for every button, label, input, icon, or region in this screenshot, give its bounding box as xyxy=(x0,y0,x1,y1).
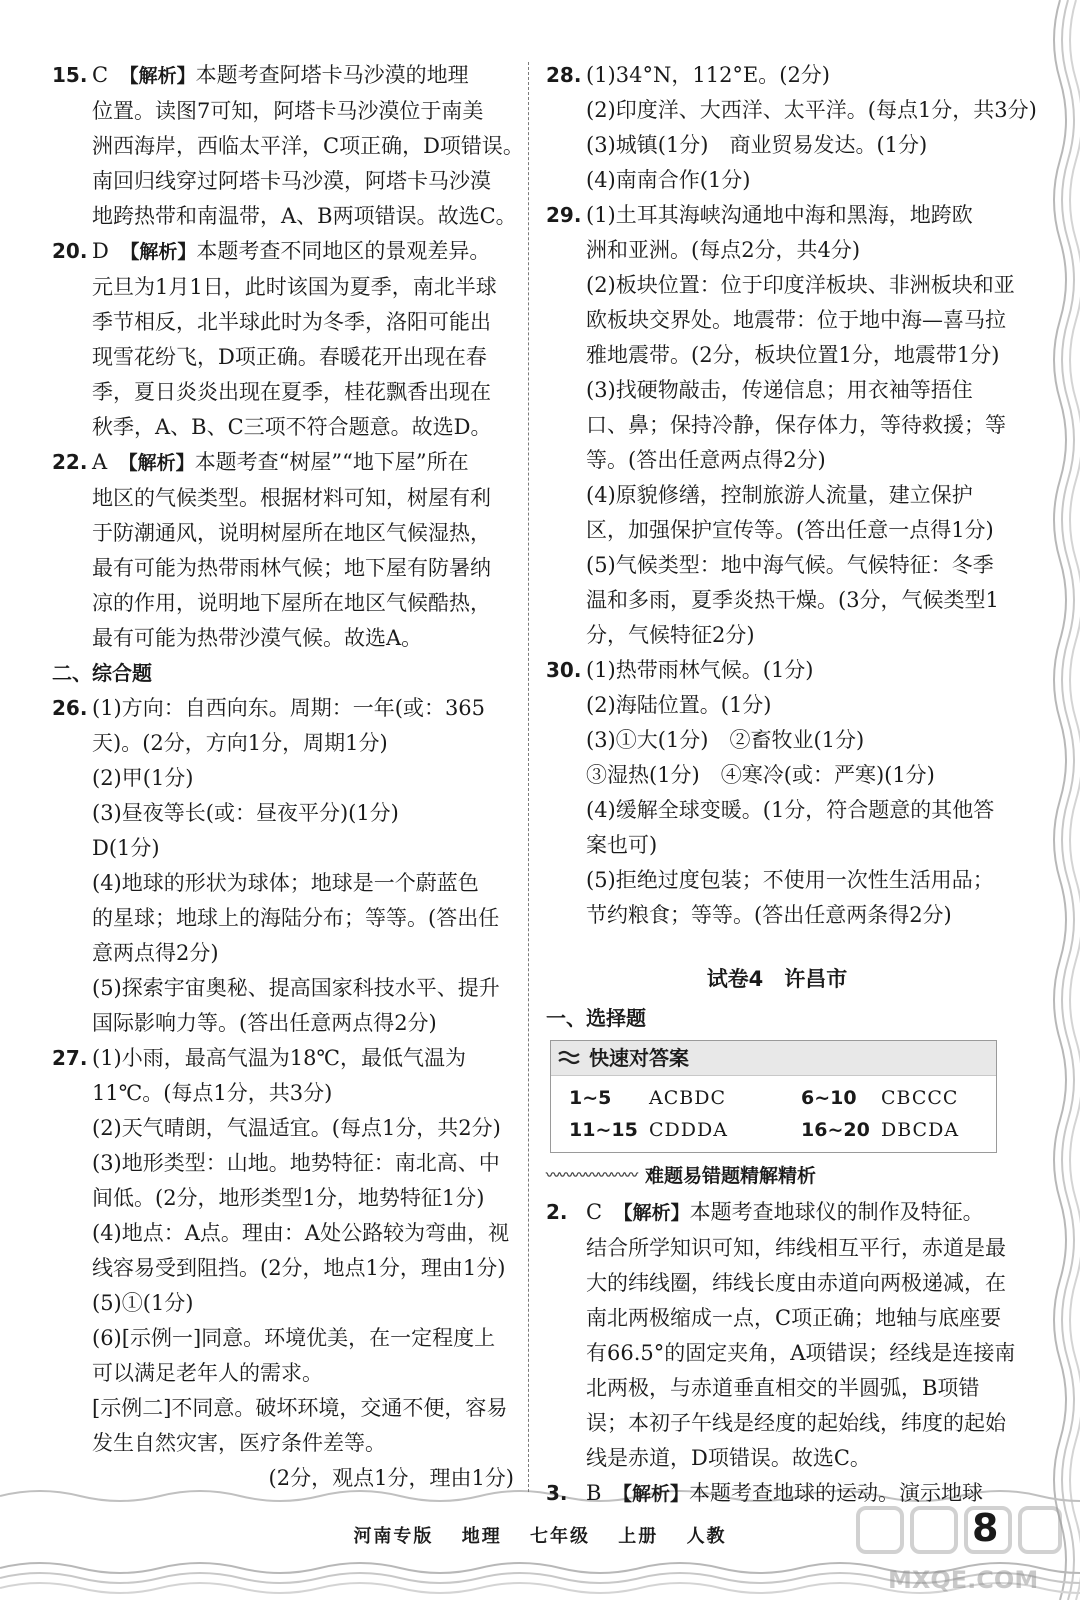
wave-lines-icon xyxy=(557,1048,583,1068)
answer-line: 南回归线穿过阿塔卡马沙漠，阿塔卡马沙漠 xyxy=(92,169,491,193)
answer-line xyxy=(92,58,514,94)
answer-line: (2)天气晴朗，气温适宜。(每点1分，共2分) xyxy=(92,1116,501,1140)
answer-line: (4)南南合作(1分) xyxy=(586,168,751,192)
answer-line: (4)原貌修缮，控制旅游人流量，建立保护 xyxy=(586,483,973,507)
answer-line: (1)34°N，112°E。(2分) xyxy=(586,63,831,87)
answer-sequence: CDDDA xyxy=(649,1119,728,1141)
question-number: 3. xyxy=(546,1481,568,1505)
answer-line: 南北两极缩成一点，C项正确；地轴与底座要 xyxy=(586,1306,1002,1330)
answer-line: 于防潮通风，说明树屋所在地区气候湿热， xyxy=(92,521,491,545)
quick-answer-header xyxy=(551,1041,996,1076)
answer-letter: C xyxy=(92,63,109,87)
left-column xyxy=(52,58,524,1496)
answer-line: 线是赤道，D项错误。故选C。 xyxy=(586,1446,871,1470)
answer-line: 元旦为1月1日，此时该国为夏季，南北半球 xyxy=(92,275,497,299)
answer-line: (2)海陆位置。(1分) xyxy=(586,693,772,717)
question-number: 2. xyxy=(546,1200,568,1224)
answer-line: [示例二]不同意。破坏环境，交通不便，容易 xyxy=(92,1396,508,1420)
answer-line: 地跨热带和南温带，A、B两项错误。故选C。 xyxy=(92,204,517,228)
answer-line: (5)拒绝过度包装；不使用一次性生活用品； xyxy=(586,868,994,892)
section-title-comprehensive: 二、综合题 xyxy=(52,661,152,685)
analysis-tag: 【解析】 xyxy=(623,1202,690,1224)
analysis-tag: 【解析】 xyxy=(129,65,196,87)
answer-line: 等。(答出任意两点得2分) xyxy=(586,448,826,472)
answer-line: 最有可能为热带雨林气候；地下屋有防暑纳 xyxy=(92,556,491,580)
answer-line: (3)地形类型：山地。地势特征：南北高、中 xyxy=(92,1151,500,1175)
answer-line: 发生自然灾害，医疗条件差等。 xyxy=(92,1431,386,1455)
answer-line: (1)土耳其海峡沟通地中海和黑海，地跨欧 xyxy=(586,203,973,227)
quick-answer-box xyxy=(550,1040,997,1153)
answer-line: 秋季，A、B、C三项不符合题意。故选D。 xyxy=(92,415,492,439)
answer-line: ③湿热(1分) ④寒冷(或：严寒)(1分) xyxy=(586,763,935,787)
analysis-tag: 【解析】 xyxy=(128,452,195,474)
answer-line: 结合所学知识可知，纬线相互平行，赤道是最 xyxy=(586,1236,1006,1260)
answer-line: 可以满足老年人的需求。 xyxy=(92,1361,323,1385)
answer-line: 11℃。(每点1分，共3分) xyxy=(92,1081,333,1105)
answer-line: 季节相反，北半球此时为冬季，洛阳可能出 xyxy=(92,310,491,334)
answer-line: 分，气候特征2分) xyxy=(586,623,755,647)
question-number: 27. xyxy=(52,1046,88,1070)
answer-range: 1~5 xyxy=(569,1087,612,1109)
answer-line: (3)城镇(1分) 商业贸易发达。(1分) xyxy=(586,133,928,157)
scoring-note: (2分，观点1分，理由1分) xyxy=(268,1466,514,1490)
answer-line: 欧板块交界处。地震带：位于地中海—喜马拉 xyxy=(586,308,1006,332)
wavy-border-right-decoration xyxy=(1030,0,1080,1600)
answer-line xyxy=(92,234,514,270)
answer-text: 本题考查阿塔卡马沙漠的地理 xyxy=(195,63,469,87)
zigzag-decoration: 〰〰〰〰〰〰〰 xyxy=(546,1167,637,1184)
analysis-tag: 【解析】 xyxy=(129,241,197,263)
question-number: 20. xyxy=(52,239,88,263)
answer-letter: D xyxy=(92,239,109,263)
answer-letter: C xyxy=(586,1200,603,1224)
answer-text: 本题考查不同地区的景观差异。 xyxy=(196,239,491,263)
watermark-text: MXQE.COM xyxy=(888,1566,1039,1594)
answer-line: (6)[示例一]同意。环境优美，在一定程度上 xyxy=(92,1326,496,1350)
answer-text: 本题考查地球仪的制作及特征。 xyxy=(689,1200,984,1224)
answer-line: 温和多雨，夏季炎热干燥。(3分，气候类型1 xyxy=(586,588,999,612)
answer-line: 线容易受到阻挡。(2分，地点1分，理由1分) xyxy=(92,1256,506,1280)
difficult-questions-banner xyxy=(546,1157,1008,1195)
answer-line: D(1分) xyxy=(92,836,160,860)
answer-item-29 xyxy=(546,198,1015,653)
answer-item-22 xyxy=(52,445,514,656)
answer-line: 地区的气候类型。根据材料可知，树屋有利 xyxy=(92,486,491,510)
exam-title: 试卷4 许昌市 xyxy=(706,967,848,991)
quick-answer-grid xyxy=(551,1076,996,1152)
footer-grade: 七年级 xyxy=(530,1526,590,1547)
answer-item-20 xyxy=(52,234,514,445)
analysis-tag: 【解析】 xyxy=(622,1483,689,1505)
answer-line xyxy=(586,1195,1008,1231)
answer-line: 天)。(2分，方向1分，周期1分) xyxy=(92,731,388,755)
answer-item-30 xyxy=(546,653,1008,933)
answer-line: (1)方向：自西向东。周期：一年(或：365 xyxy=(92,696,486,720)
question-number: 28. xyxy=(546,63,582,87)
answer-line: 现雪花纷飞，D项正确。春暖花开出现在春 xyxy=(92,345,487,369)
answer-sequence: ACBDC xyxy=(649,1087,726,1109)
answer-line: (5)①(1分) xyxy=(92,1291,194,1315)
answer-line: 季，夏日炎炎出现在夏季，桂花飘香出现在 xyxy=(92,380,491,404)
answer-line: (2)板块位置：位于印度洋板块、非洲板块和亚 xyxy=(586,273,1015,297)
answer-item-27 xyxy=(52,1041,514,1496)
answer-line: 口、鼻；保持冷静，保存体力，等待救援；等 xyxy=(586,413,1006,437)
answer-line: 意两点得2分) xyxy=(92,941,219,965)
footer-publisher: 人教 xyxy=(686,1526,727,1547)
site-watermark-logo xyxy=(828,1500,1068,1596)
answer-range: 16~20 xyxy=(801,1119,870,1141)
answer-line: 洲和亚洲。(每点2分，共4分) xyxy=(586,238,861,262)
answer-range: 6~10 xyxy=(801,1087,857,1109)
footer-edition: 河南专版 xyxy=(353,1526,434,1547)
answer-line: 凉的作用，说明地下屋所在地区气候酷热， xyxy=(92,591,491,615)
answer-line: 误；本初子午线是经度的起始线，纬度的起始 xyxy=(586,1411,1006,1435)
page-number: 8 xyxy=(972,1506,999,1550)
answer-line: 雅地震带。(2分，板块位置1分，地震带1分) xyxy=(586,343,1000,367)
answer-line: (3)找硬物敲击，传递信息；用衣袖等捂住 xyxy=(586,378,973,402)
answer-line: 案也可) xyxy=(586,833,658,857)
answer-item-26 xyxy=(52,691,514,1041)
answer-range: 11~15 xyxy=(569,1119,638,1141)
answer-line: 洲西海岸，西临太平洋，C项正确，D项错误。 xyxy=(92,134,524,158)
section-title-multiple-choice: 一、选择题 xyxy=(546,1006,646,1030)
answer-line: (5)气候类型：地中海气候。气候特征：冬季 xyxy=(586,553,994,577)
footer-volume: 上册 xyxy=(618,1526,659,1547)
answer-line: (4)缓解全球变暖。(1分，符合题意的其他答 xyxy=(586,798,995,822)
answer-letter: B xyxy=(586,1481,602,1505)
answer-line: (5)探索宇宙奥秘、提高国家科技水平、提升 xyxy=(92,976,500,1000)
question-number: 30. xyxy=(546,658,582,682)
answer-letter: A xyxy=(92,450,108,474)
right-column xyxy=(546,58,1037,1512)
answer-line: 最有可能为热带沙漠气候。故选A。 xyxy=(92,626,423,650)
answer-line xyxy=(92,445,514,481)
answer-sequence: DBCDA xyxy=(881,1119,960,1141)
answer-sequence: CBCCC xyxy=(881,1087,959,1109)
question-number: 15. xyxy=(52,63,88,87)
answer-line: 北两极，与赤道垂直相交的半圆弧，B项错 xyxy=(586,1376,980,1400)
answer-line: 大的纬线圈，纬线长度由赤道向两极递减，在 xyxy=(586,1271,1006,1295)
question-number: 26. xyxy=(52,696,88,720)
answer-item-28 xyxy=(546,58,1037,198)
footer-subject: 地理 xyxy=(461,1526,502,1547)
question-number: 22. xyxy=(52,450,88,474)
column-divider xyxy=(528,62,529,1492)
answer-line: (4)地点：A点。理由：A处公路较为弯曲，视 xyxy=(92,1221,510,1245)
answer-line: (1)热带雨林气候。(1分) xyxy=(586,658,814,682)
answer-text: 本题考查“树屋”“地下屋”所在 xyxy=(194,450,469,474)
answer-line: (4)地球的形状为球体；地球是一个蔚蓝色 xyxy=(92,871,479,895)
answer-text: 本题考查地球的运动。演示地球 xyxy=(688,1481,983,1505)
answer-line: 节约粮食；等等。(答出任意两条得2分) xyxy=(586,903,952,927)
answer-item-15 xyxy=(52,58,524,234)
answer-line: 位置。读图7可知，阿塔卡马沙漠位于南美 xyxy=(92,99,484,123)
answer-line: (2)印度洋、大西洋、太平洋。(每点1分，共3分) xyxy=(586,98,1037,122)
quick-answer-title: 快速对答案 xyxy=(589,1045,689,1070)
answer-line: (1)小雨，最高气温为18℃，最低气温为 xyxy=(92,1046,466,1070)
answer-line: 间低。(2分，地形类型1分，地势特征1分) xyxy=(92,1186,485,1210)
question-number: 29. xyxy=(546,203,582,227)
answer-line: (2)甲(1分) xyxy=(92,766,194,790)
answer-item-2 xyxy=(546,1195,1016,1476)
answer-line: 有66.5°的固定夹角，A项错误；经线是连接南 xyxy=(586,1341,1016,1365)
answer-line: 国际影响力等。(答出任意两点得2分) xyxy=(92,1011,437,1035)
answer-line: 的星球；地球上的海陆分布；等等。(答出任 xyxy=(92,906,500,930)
answer-line: (3)昼夜等长(或：昼夜平分)(1分) xyxy=(92,801,399,825)
answer-line: 区，加强保护宣传等。(答出任意一点得1分) xyxy=(586,518,994,542)
answer-line: (3)①大(1分) ②畜牧业(1分) xyxy=(586,728,865,752)
banner-title: 难题易错题精解精析 xyxy=(645,1164,817,1187)
